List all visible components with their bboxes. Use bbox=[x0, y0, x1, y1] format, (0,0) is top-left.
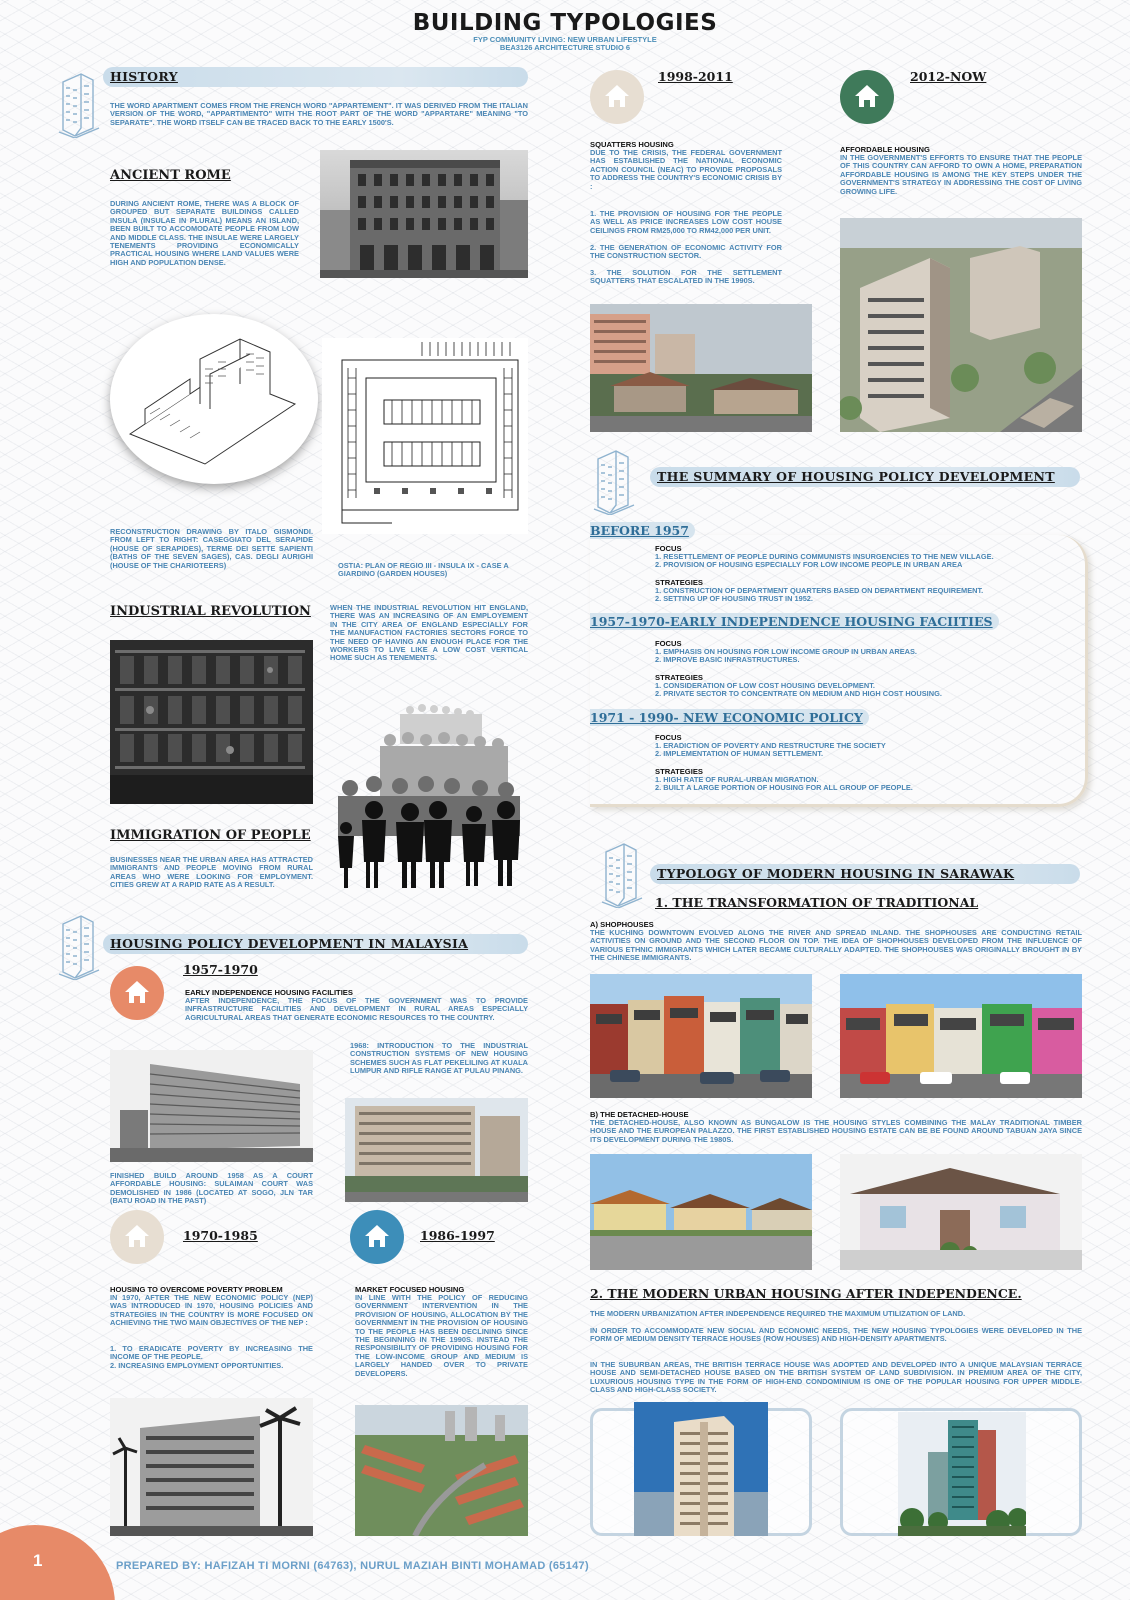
period-1986-1997-year: 1986-1997 bbox=[420, 1228, 495, 1243]
modern-housing-text-3: IN THE SUBURBAN AREAS, THE BRITISH TERRACE HOUSE WAS ADOPTED AND DEVELOPED INTO A UNIQUE MALAYSIAN TERRACE HOUSE AND SEMI-DETACHED HOUSE BASED ON THE BRITISH SYSTEM OF LAND SUBDIVISION. IN PREMIUM AREA OF THE CITY, LUXURIOUS HOUSING TYPE IN THE FORM OF HIGH-END CONDOMINIUM IS ONE OF THE POPULAR HOUSING FOR UPPER MIDDLE-CLASS AND HIGH-CLASS SOCIETY. bbox=[590, 1360, 1082, 1395]
period-1998-2011-year: 1998-2011 bbox=[658, 69, 733, 84]
ostia-caption: OSTIA: PLAN OF REGIO III - INSULA IX - CASE A GIARDINO (GARDEN HOUSES) bbox=[338, 561, 509, 579]
period-1998-2011-title: SQUATTERS HOUSING bbox=[590, 140, 674, 149]
crowd-silhouette-image bbox=[330, 700, 528, 890]
focus-list: 1. RESETTLEMENT OF PEOPLE DURING COMMUNISTS INSURGENCIES TO THE NEW VILLAGE. 2. PROVISION OF HOUSING ESPECIALLY FOR LOW INCOME PEOPLE IN URBAN AREA bbox=[655, 552, 994, 570]
tenement-photo bbox=[110, 640, 313, 804]
reconstruction-drawing bbox=[110, 314, 318, 484]
focus-label: FOCUS bbox=[655, 733, 682, 742]
sulaiman-court-photo bbox=[110, 1050, 313, 1162]
typology-sub-1: 1. THE TRANSFORMATION OF TRADITIONAL bbox=[655, 895, 979, 910]
detached-house-title: B) THE DETACHED-HOUSE bbox=[590, 1110, 689, 1119]
building-icon bbox=[590, 447, 636, 515]
strategies-label: STRATEGIES bbox=[655, 578, 703, 587]
period-1970-1985-list-2: 2. INCREASING EMPLOYMENT OPPORTUNITIES. bbox=[110, 1361, 284, 1370]
house-icon bbox=[590, 70, 644, 124]
period-2012-now-year: 2012-NOW bbox=[910, 69, 987, 84]
strategies-list: 1. CONSTRUCTION OF DEPARTMENT QUARTERS BASED ON DEPARTMENT REQUIREMENT. 2. SETTING UP OF HOUSING TRUST IN 1952. bbox=[655, 586, 984, 604]
summary-period-label: BEFORE 1957 bbox=[590, 522, 695, 539]
focus-list: 1. EMPHASIS ON HOUSING FOR LOW INCOME GROUP IN URBAN AREAS. 2. IMPROVE BASIC INFRASTRUCTURES. bbox=[655, 647, 917, 665]
building-icon bbox=[55, 70, 101, 138]
ancient-rome-heading: ANCIENT ROME bbox=[110, 168, 231, 183]
page-subtitle-course: BEA3126 ARCHITECTURE STUDIO 6 bbox=[499, 43, 631, 52]
period-1986-1997-title: MARKET FOCUSED HOUSING bbox=[355, 1285, 465, 1294]
summary-period-label: 1957-1970-EARLY INDEPENDENCE HOUSING FACIITIES bbox=[590, 613, 999, 630]
ostia-plan-drawing bbox=[322, 338, 528, 534]
detached-house-photo-1 bbox=[590, 1154, 812, 1270]
house-icon bbox=[840, 70, 894, 124]
sulaiman-court-caption: FINISHED BUILD AROUND 1958 AS A COURT AFFORDABLE HOUSING: SULAIMAN COURT WAS DEMOLISHED IN 1986 (LOCATED AT SOGO, JLN TAR (BATU ROAD IN THE PAST) bbox=[110, 1171, 313, 1206]
page-number: 1 bbox=[33, 1551, 43, 1570]
period-1970-1985-year: 1970-1985 bbox=[183, 1228, 258, 1243]
history-heading: HISTORY bbox=[110, 69, 178, 84]
period-1998-2011-list-1: 1. THE PROVISION OF HOUSING FOR THE PEOPLE AS WELL AS PRICE INCREASES LOW COST HOUSE CEILINGS FROM RM25,000 TO RM42,000 PER UNIT. bbox=[590, 209, 782, 235]
period-1998-2011-text: DUE TO THE CRISIS, THE FEDERAL GOVERNMENT HAS ESTABLISHED THE NATIONAL ECONOMIC ACTION COUNCIL (NEAC) TO PROVIDE PROPOSALS TO ADDRESS THE COUNTRY'S ECONOMIC CRISIS BY : bbox=[590, 148, 782, 191]
ancient-rome-text: DURING ANCIENT ROME, THERE WAS A BLOCK OF GROUPED BUT SEPARATE BUILDINGS CALLED INSULA (INSULAE IN PLURAL) MEANS AN ISLAND, BEEN BUILT TO ACCOMODATE PEOPLE FROM LOW AND MIDDLE CLASS. THE INSULAE WERE LARGELY TENEMENTS PROVIDING ECONOMICALLY PRACTICAL HOUSING WHERE LAND VALUES WERE HIGH AND POPULATION DENSE. bbox=[110, 199, 299, 267]
flat-pekeliling-photo bbox=[345, 1098, 528, 1202]
summary-period-label: 1971 - 1990- NEW ECONOMIC POLICY bbox=[590, 709, 869, 726]
affordable-housing-photo bbox=[840, 218, 1082, 432]
period-2012-now-title: AFFORDABLE HOUSING bbox=[840, 145, 930, 154]
industrial-revolution-text: WHEN THE INDUSTRIAL REVOLUTION HIT ENGLAND, THERE WAS AN INCREASING OF AN EMPLOYEMENT IN THE CITY AREA OF ENGLAND ESPECIALLY FOR THE MANUFACTION FACTORIES SECTORS FORCE TO THE NEED OF HAVING AN ENOUGH PLACE FOR THE WORKERS TO LIVE LIKE A LOW COST VERTICAL HOME SUCH AS TENEMENTS. bbox=[330, 603, 528, 663]
period-1970-1985-title: HOUSING TO OVERCOME POVERTY PROBLEM bbox=[110, 1285, 283, 1294]
house-icon bbox=[350, 1210, 404, 1264]
immigration-text: BUSINESSES NEAR THE URBAN AREA HAS ATTRACTED IMMIGRANTS AND PEOPLE MOVING FROM RURAL AREAS WHO WERE LOOKING FOR EMPLOYMENT. CITIES GREW AT A RAPID RATE AS A RESULT. bbox=[110, 855, 313, 890]
condominium-photo-1 bbox=[634, 1402, 768, 1536]
house-icon bbox=[110, 1210, 164, 1264]
typology-heading: TYPOLOGY OF MODERN HOUSING IN SARAWAK bbox=[657, 866, 1015, 881]
period-1957-1970-title: EARLY INDEPENDENCE HOUSING FACILITIES bbox=[185, 988, 353, 997]
low-cost-flat-photo bbox=[110, 1398, 313, 1536]
focus-label: FOCUS bbox=[655, 639, 682, 648]
building-icon bbox=[598, 840, 644, 908]
shophouse-photo-1 bbox=[590, 974, 812, 1098]
detached-house-text: THE DETACHED-HOUSE, ALSO KNOWN AS BUNGALOW IS THE HOUSING STYLES COMBINING THE MALAY TRADITIONAL TIMBER HOUSE AND THE EUROPEAN PALAZZO. THE FIRST ESTABLISHED HOUSING ESTATE CAN BE BE FOUND AROUND TABUAN JAYA SINCE ITS DEVELOPMENT DURING THE 1980S. bbox=[590, 1118, 1082, 1144]
shophouses-text: THE KUCHING DOWNTOWN EVOLVED ALONG THE RIVER AND SPREAD INLAND. THE SHOPHOUSES ARE CONDUCTING RETAIL ACTIVITIES ON GROUND AND THE SECOND FLOOR ON TOP. THE IDEA OF SHOPHOUSES DEVELOPED FROM THE INFLUENCE OF VARIOUS ETHNIC IMMIGRANTS WHICH LATER BECAME CULTURALLY ADAPTED. THE SHOPHOUSES WAS ORIGINALLY BROUGHT IN BY THE CHINESE IMMIGRANTS. bbox=[590, 928, 1082, 963]
industrial-revolution-heading: INDUSTRIAL REVOLUTION bbox=[110, 604, 311, 619]
housing-policy-heading: HOUSING POLICY DEVELOPMENT IN MALAYSIA bbox=[110, 936, 469, 951]
shophouses-title: A) SHOPHOUSES bbox=[590, 920, 654, 929]
immigration-heading: IMMIGRATION OF PEOPLE bbox=[110, 828, 311, 843]
period-2012-now-text: IN THE GOVERNMENT'S EFFORTS TO ENSURE THAT THE PEOPLE OF THIS COUNTRY CAN AFFORD TO OWN A HOME, PREPARATION AFFORDABLE HOUSING IS AMONG THE KEY STEPS UNDER THE GOVERNMENT'S STRATEGY IN ADDRESSING THE COST OF LIVING GROWING LIFE. bbox=[840, 153, 1082, 196]
period-1986-1997-text: IN LINE WITH THE POLICY OF REDUCING GOVERNMENT INTERVENTION IN THE PROVISION OF HOUSING, ALLOCATION BY THE GOVERNMENT IN THE PROVISION OF HOUSING TO THE PEOPLE HAS BEEN DECLINING SINCE THE BEGINNING IN THE 1990S. INSTEAD THE RESPONSIBILITY OF PROVIDING HOUSING FOR THE LOW-INCOME GROUP AND MEDIUM IS LARGELY HANDED OVER TO PRIVATE DEVELOPERS. bbox=[355, 1293, 528, 1378]
history-text: THE WORD APARTMENT COMES FROM THE FRENCH WORD "APPARTEMENT". IT WAS DERIVED FROM THE ITALIAN VERSION OF THE WORD, "APPARTIMENTO" WITH THE ROOT PART OF THE WORD "APPARTARE" MEANING "TO SEPARATE". THE WORD ITSELF CAN BE TRACED BACK TO THE EARLY 1500'S. bbox=[110, 101, 528, 127]
building-icon bbox=[55, 912, 101, 980]
squatters-photo bbox=[590, 304, 812, 432]
note-1968-text: 1968: INTRODUCTION TO THE INDUSTRIAL CONSTRUCTION SYSTEMS OF NEW HOUSING SCHEMES SUCH AS FLAT PEKELILING AT KUALA LUMPUR AND RIFLE RANGE AT PULAU PINANG. bbox=[350, 1041, 528, 1076]
page-subtitle: FYP COMMUNITY LIVING: NEW URBAN LIFESTYLE bbox=[473, 35, 657, 44]
period-1957-1970-year: 1957-1970 bbox=[183, 962, 258, 977]
shophouse-photo-2 bbox=[840, 974, 1082, 1098]
focus-list: 1. ERADICTION OF POVERTY AND RESTRUCTURE THE SOCIETY 2. IMPLEMENTATION OF HUMAN SETTLEMENT. bbox=[655, 741, 886, 759]
strategies-label: STRATEGIES bbox=[655, 673, 703, 682]
summary-heading: THE SUMMARY OF HOUSING POLICY DEVELOPMENT bbox=[657, 469, 1055, 484]
strategies-list: 1. CONSIDERATION OF LOW COST HOUSING DEVELOPMENT. 2. PRIVATE SECTOR TO CONCENTRATE ON MEDIUM AND HIGH COST HOUSING. bbox=[655, 681, 942, 699]
modern-housing-text-1: THE MODERN URBANIZATION AFTER INDEPENDENCE REQUIRED THE MAXIMUM UTILIZATION OF LAND. bbox=[590, 1309, 966, 1318]
strategies-list: 1. HIGH RATE OF RURAL-URBAN MIGRATION. 2. BUILT A LARGE PORTION OF HOUSING FOR ALL GROUP OF PEOPLE. bbox=[655, 775, 913, 793]
period-1957-1970-text: AFTER INDEPENDENCE, THE FOCUS OF THE GOVERNMENT WAS TO PROVIDE INFRASTRUCTURE FACILITIES AND DEVELOPMENT IN RURAL AREAS ESPECIALLY AGRICULTURAL AREAS THAT GENERATE ECONOMIC RESOURCES TO THE COUNTRY. bbox=[185, 996, 528, 1022]
house-icon bbox=[110, 966, 164, 1020]
prepared-by: PREPARED BY: HAFIZAH TI MORNI (64763), NURUL MAZIAH BINTI MOHAMAD (65147) bbox=[116, 1560, 589, 1572]
period-1998-2011-list-3: 3. THE SOLUTION FOR THE SETTLEMENT SQUATTERS THAT ESCALATED IN THE 1990S. bbox=[590, 268, 782, 286]
modern-housing-text-2: IN ORDER TO ACCOMMODATE NEW SOCIAL AND ECONOMIC NEEDS, THE NEW HOUSING TYPOLOGIES WERE DEVELOPED IN THE FORM OF MEDIUM DENSITY TERRACE HOUSES (ROW HOUSES) AND HIGH-DENSITY APARTMENTS. bbox=[590, 1326, 1082, 1344]
period-1970-1985-list-1: 1. TO ERADICATE POVERTY BY INCREASING THE INCOME OF THE PEOPLE. bbox=[110, 1344, 313, 1362]
focus-label: FOCUS bbox=[655, 544, 682, 553]
strategies-label: STRATEGIES bbox=[655, 767, 703, 776]
typology-sub-2: 2. THE MODERN URBAN HOUSING AFTER INDEPENDENCE. bbox=[590, 1286, 1022, 1301]
terrace-aerial-photo bbox=[355, 1405, 528, 1536]
reconstruction-caption: RECONSTRUCTION DRAWING BY ITALO GISMONDI. FROM LEFT TO RIGHT: CASEGGIATO DEL SERAPIDE (HOUSE OF SERAPIDES), TERME DEI SETTE SAPIENTI (BATHS OF THE SEVEN SAGES), CAS. DEGLI AURIGHI (HOUSE OF THE CHARIOTEERS) bbox=[110, 527, 313, 570]
condominium-photo-2 bbox=[898, 1412, 1026, 1536]
period-1970-1985-text: IN 1970, AFTER THE NEW ECONOMIC POLICY (NEP) WAS INTRODUCED IN 1970, HOUSING POLICIES AND STRATEGIES IN THE COUNTRY IS MORE FOCUSED ON ACHIEVING THE TWO MAIN OBJECTIVES OF THE NEP : bbox=[110, 1293, 313, 1328]
detached-house-photo-2 bbox=[840, 1154, 1082, 1270]
period-1998-2011-list-2: 2. THE GENERATION OF ECONOMIC ACTIVITY FOR THE CONSTRUCTION SECTOR. bbox=[590, 243, 782, 261]
page-title: BUILDING TYPOLOGIES bbox=[412, 10, 718, 36]
ancient-rome-building-photo bbox=[320, 150, 528, 278]
